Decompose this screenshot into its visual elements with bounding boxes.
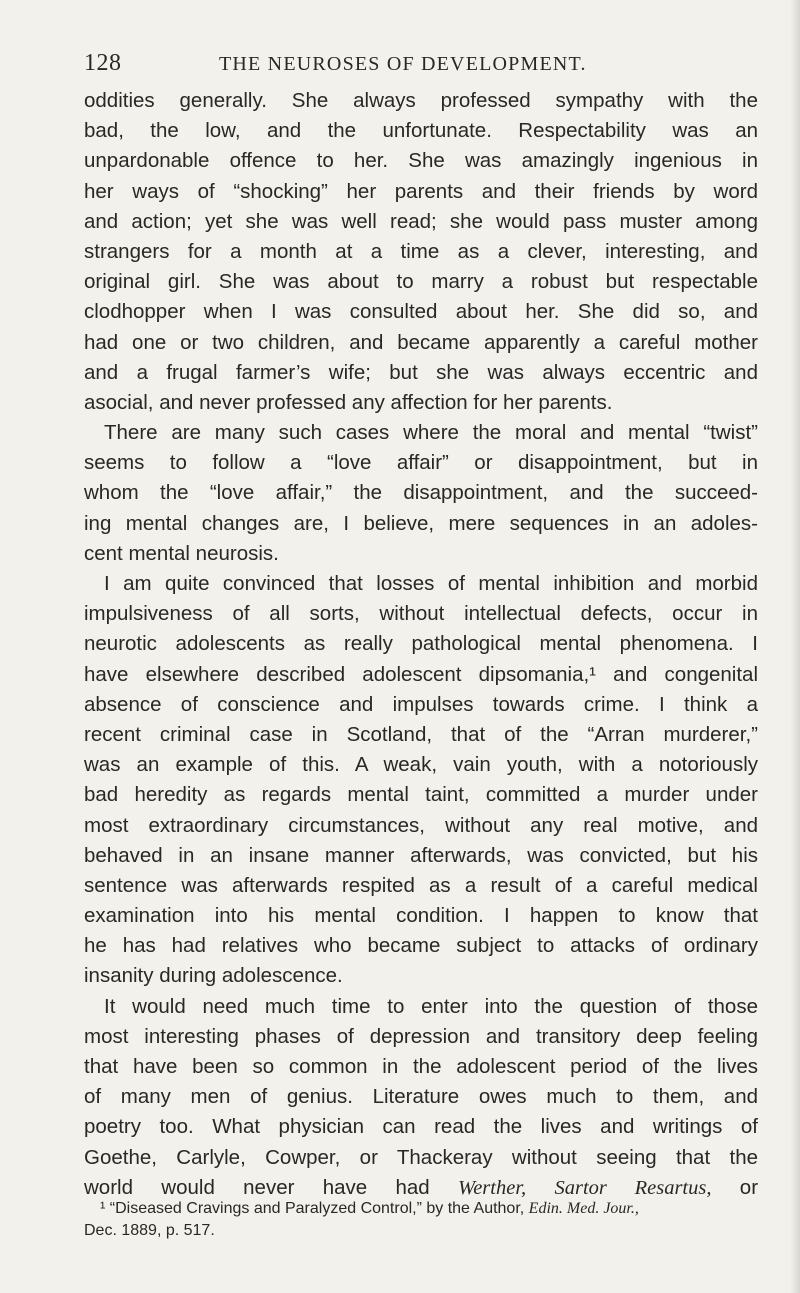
text-line: I am quite convinced that losses of mental inhibition and morbid [104, 572, 758, 595]
running-head: THE NEUROSES OF DEVELOPMENT. [219, 53, 587, 75]
footnote [84, 1198, 758, 1242]
text-line: insanity during adolescence. [84, 964, 343, 988]
text-line: absence of conscience and impulses towards crime. I think a [84, 692, 758, 716]
text-line: most interesting phases of depression and transitory deep feeling [84, 1024, 758, 1048]
text-line: and a frugal farmer’s wife; but she was always eccentric and [84, 360, 758, 384]
text-line: neurotic adolescents as really pathological mental phenomena. I [84, 632, 758, 656]
text-line: was an example of this. A weak, vain youth, with a notoriously [84, 753, 758, 777]
text-line: cent mental neurosis. [84, 541, 279, 565]
text-line: clodhopper when I was consulted about her. She did so, and [84, 300, 758, 324]
text-line: have elsewhere described adolescent dipsomania,¹ and congenital [84, 662, 758, 686]
body-text [84, 86, 758, 1203]
footnote-line-1 [84, 1198, 758, 1220]
footnote-text: “Diseased Cravings and Paralyzed Control,” by the Author, [109, 1200, 525, 1217]
text-line: behaved in an insane manner afterwards, was convicted, but his [84, 843, 758, 867]
footnote-journal: Edin. Med. Jour., [528, 1200, 639, 1217]
text-line: There are many such cases where the moral and mental “twist” [104, 421, 758, 445]
text-line: oddities generally. She always professed sympathy with the [84, 89, 758, 112]
text-line: of many men of genius. Literature owes much to them, and [84, 1085, 758, 1109]
text-line: her ways of “shocking” her parents and their friends by word [84, 179, 758, 203]
text-line: unpardonable offence to her. She was amazingly ingenious in [84, 149, 758, 173]
text-line: Goethe, Carlyle, Cowper, or Thackeray without seeing that the [84, 1145, 758, 1169]
text-line: sentence was afterwards respited as a result of a careful medical [84, 873, 758, 897]
page-number: 128 [84, 50, 122, 76]
text-line: bad heredity as regards mental taint, committed a murder under [84, 783, 758, 807]
text-line: that have been so common in the adolescent period of the lives [84, 1055, 758, 1078]
page-edge-shadow [790, 0, 800, 1293]
text-line: ing mental changes are, I believe, mere sequences in an adoles- [84, 511, 758, 535]
title-sartor-resartus: Sartor Resartus, [554, 1176, 712, 1199]
text-line: most extraordinary circumstances, without any real motive, and [84, 813, 758, 837]
text-line: poetry too. What physician can read the lives and writings of [84, 1115, 758, 1139]
text-line: and action; yet she was well read; she would pass muster among [84, 209, 758, 233]
text-line: strangers for a month at a time as a clever, interesting, and [84, 239, 758, 263]
footnote-line-2: Dec. 1889, p. 517. [84, 1222, 215, 1239]
footnote-marker: ¹ [100, 1200, 106, 1217]
text-line: bad, the low, and the unfortunate. Respectability was an [84, 119, 758, 143]
text-line: he has had relatives who became subject to attacks of ordinary [84, 934, 758, 958]
text-line: original girl. She was about to marry a robust but respectable [84, 270, 758, 294]
text-line: seems to follow a “love affair” or disappointment, but in [84, 451, 758, 475]
text-line: It would need much time to enter into the question of those [104, 994, 758, 1018]
text-line: asocial, and never professed any affection for her parents. [84, 390, 613, 414]
text-line: impulsiveness of all sorts, without intellectual defects, occur in [84, 602, 758, 626]
final-line-pre: world would never have had [84, 1175, 430, 1199]
page-header [84, 50, 750, 84]
title-werther: Werther, [458, 1176, 527, 1199]
text-line: examination into his mental condition. I happen to know that [84, 904, 758, 928]
text-line: whom the “love affair,” the disappointment, and the succeed- [84, 481, 758, 505]
text-line: recent criminal case in Scotland, that of the “Arran murderer,” [84, 722, 758, 746]
final-line-post: or [739, 1175, 759, 1199]
text-line: had one or two children, and became apparently a careful mother [84, 330, 758, 354]
